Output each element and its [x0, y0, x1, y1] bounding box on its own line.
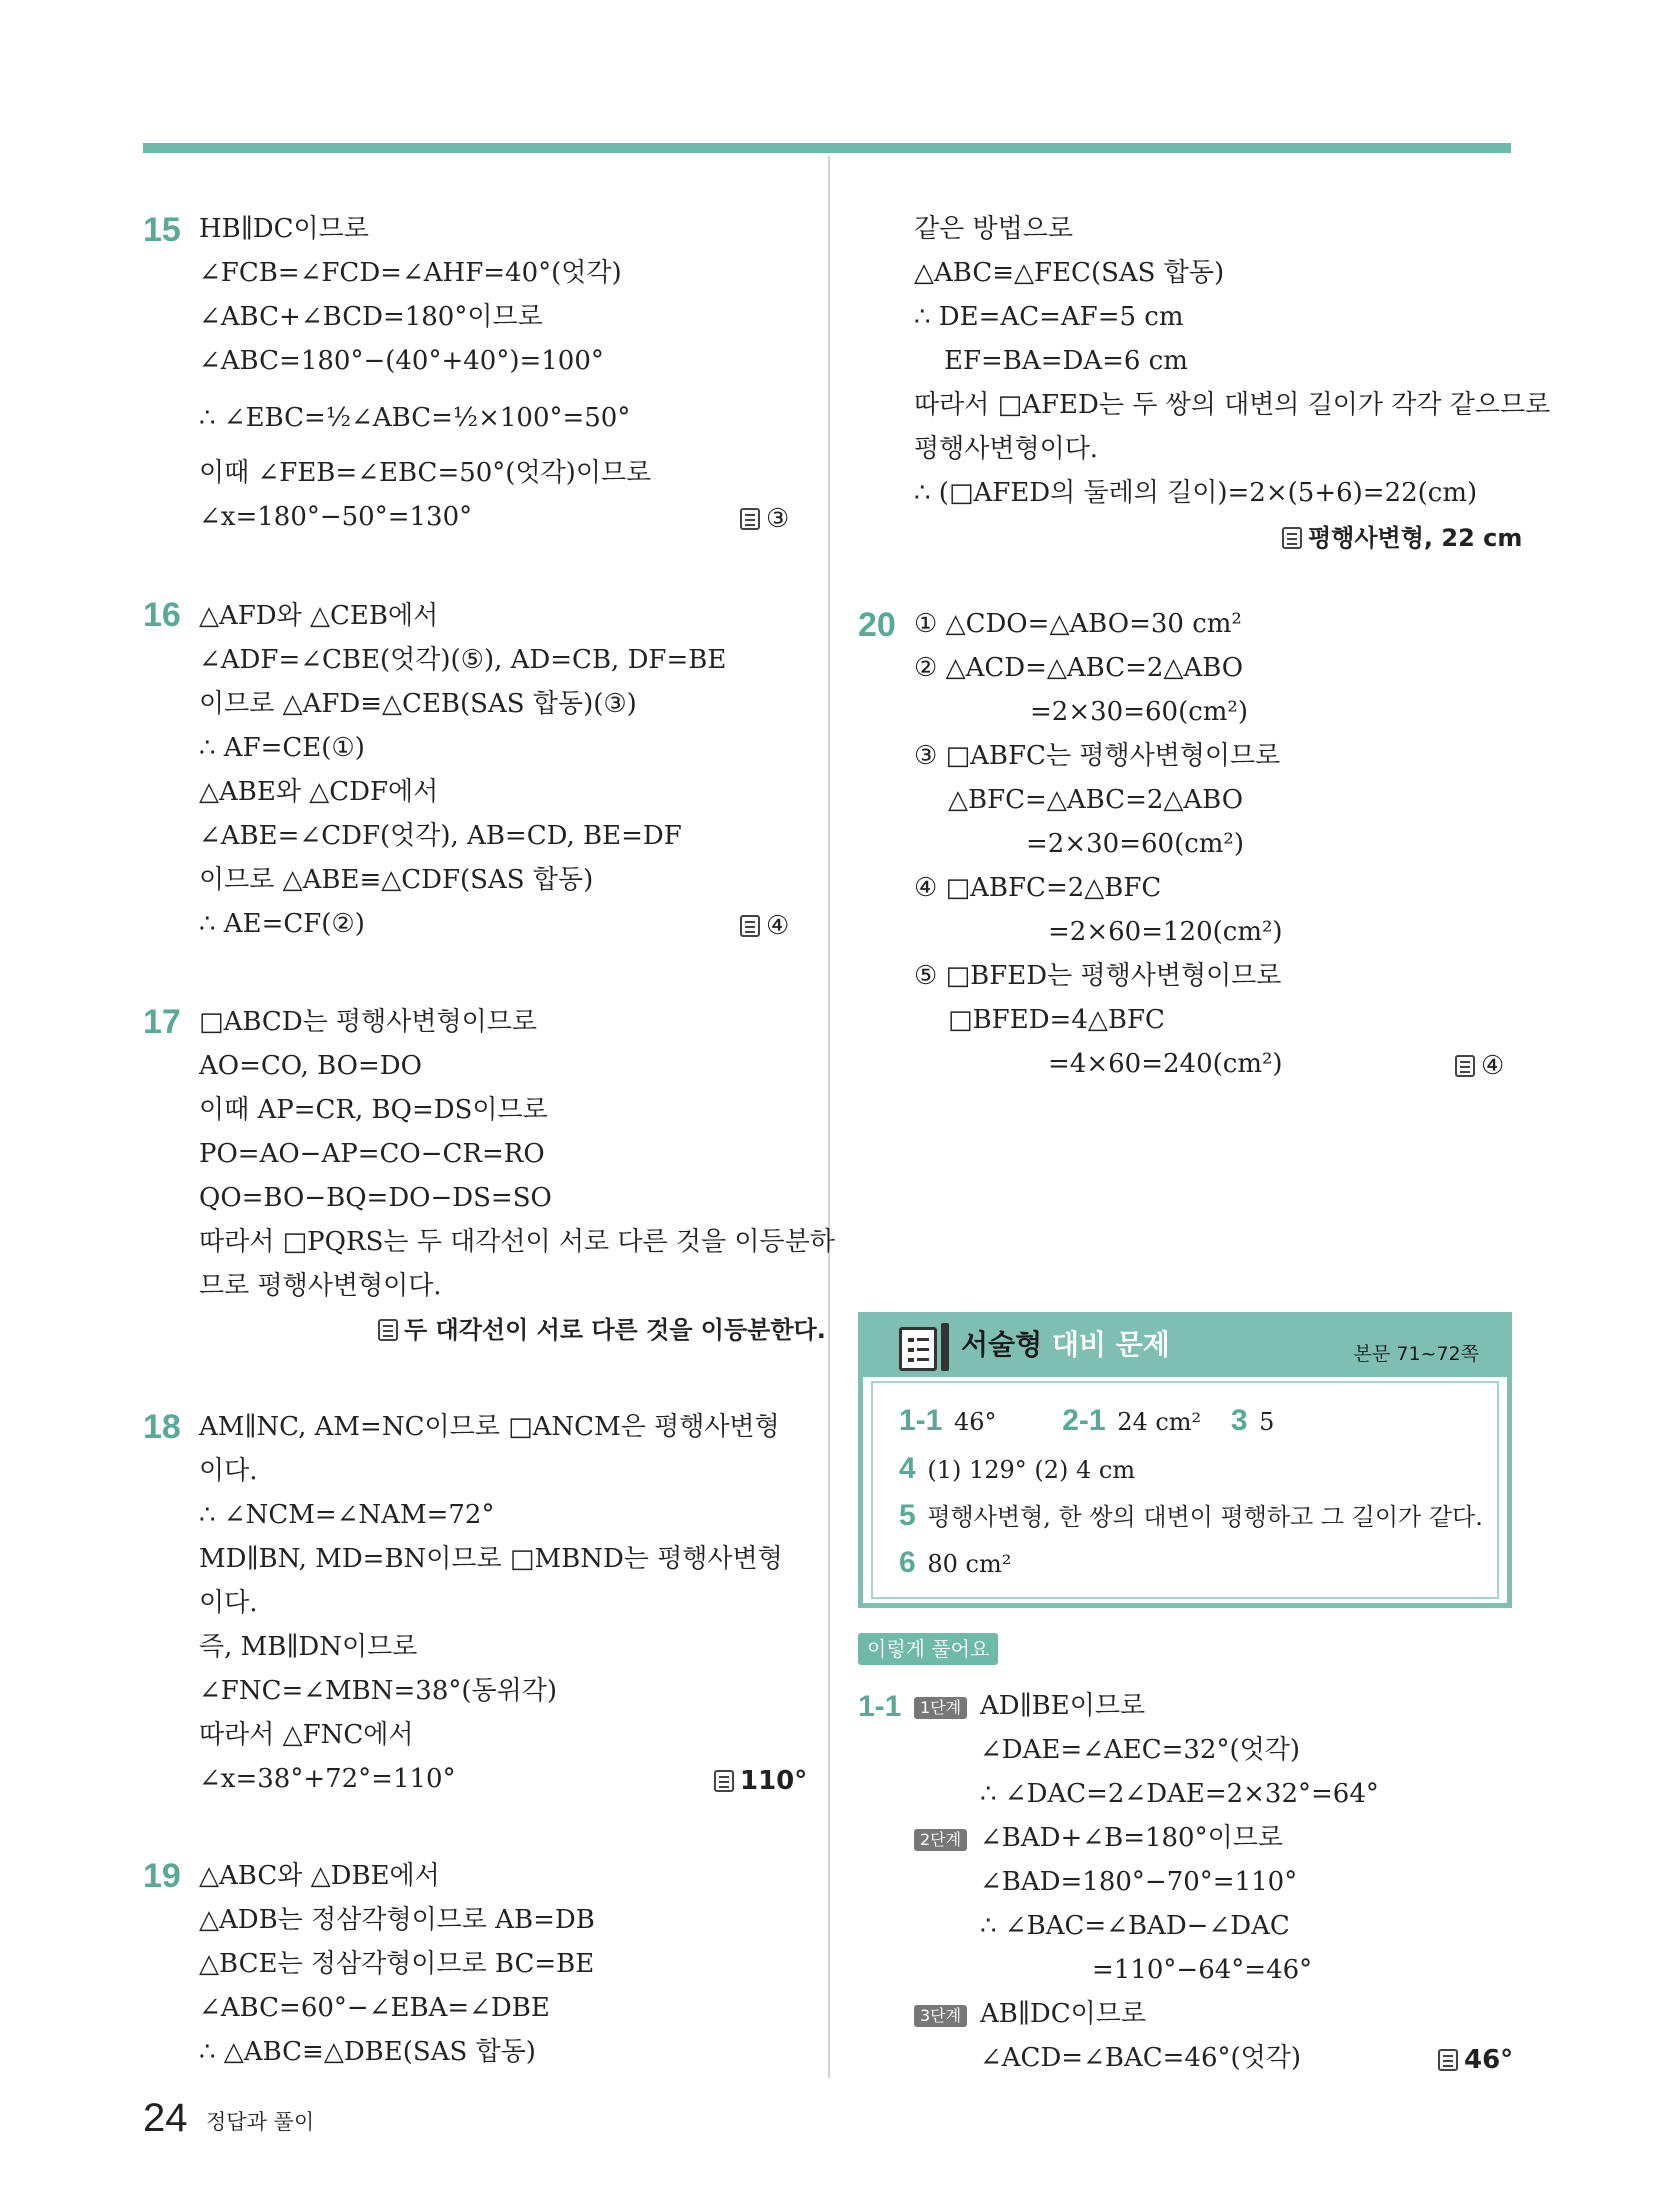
problem-20-line: □BFED=4△BFC: [948, 1005, 1165, 1035]
writing-answer-row-2: [899, 1453, 1135, 1486]
solution-line: ∠ACD=∠BAC=46°(엇각): [980, 2043, 1302, 2073]
problem-17-line: 므로 평행사변형이다.: [199, 1271, 442, 1301]
problem-18-line: ∴ ∠NCM=∠NAM=72°: [199, 1500, 495, 1530]
problem-15-answer: [740, 503, 789, 535]
writing-prep-title: [961, 1325, 1170, 1365]
solution-line: ∴ ∠BAC=∠BAD−∠DAC: [980, 1911, 1290, 1941]
problem-18-number: 18: [143, 1408, 181, 1446]
problem-18-line: 이다.: [199, 1588, 258, 1618]
solution-line: ∠BAD=180°−70°=110°: [980, 1867, 1298, 1897]
step-badge: 2단계: [914, 1829, 967, 1851]
problem-18-line: ∠x=38°+72°=110°: [199, 1764, 456, 1794]
problem-15-line: HB∥DC이므로: [199, 214, 369, 244]
problem-20-line: ⑤ □BFED는 평행사변형이므로: [914, 961, 1282, 991]
problem-16-line: △ABE와 △CDF에서: [199, 777, 439, 807]
solution-number: 1-1: [858, 1690, 902, 1723]
problem-20-line: ② △ACD=△ABC=2△ABO: [914, 653, 1244, 683]
writing-answer-number: 2-1: [1062, 1404, 1106, 1437]
answer-icon: [378, 1319, 398, 1341]
problem-20-line: =2×30=60(cm²): [1026, 829, 1244, 859]
writing-answer-number: 4: [899, 1452, 916, 1485]
answer-icon: [1455, 1055, 1475, 1077]
answer-icon: [1438, 2049, 1458, 2071]
writing-answer-value: 80 cm²: [927, 1550, 1012, 1578]
problem-16-line: 이므로 △ABE≡△CDF(SAS 합동): [199, 865, 594, 895]
problem-15-line: ∠x=180°−50°=130°: [199, 502, 473, 532]
answer-icon: [740, 508, 760, 530]
problem-20-number: 20: [858, 606, 896, 644]
problem-19-cont-line: 같은 방법으로: [914, 214, 1073, 244]
writing-prep-pages: 본문 71~72쪽: [1353, 1343, 1479, 1365]
problem-18-answer: [714, 1765, 807, 1797]
problem-17-line: QO=BO−BQ=DO−DS=SO: [199, 1183, 552, 1213]
problem-15-line: ∠ABC=180°−(40°+40°)=100°: [199, 346, 604, 376]
problem-16-line: ∠ADF=∠CBE(엇각)(⑤), AD=CB, DF=BE: [199, 645, 727, 675]
problem-18-line: 즉, MB∥DN이므로: [199, 1632, 418, 1662]
solution-line: AB∥DC이므로: [980, 1999, 1146, 2029]
page-number: 24: [143, 2096, 188, 2140]
writing-answer-number: 1-1: [899, 1404, 943, 1437]
notebook-icon: [899, 1327, 937, 1371]
answer-icon: [1282, 527, 1302, 549]
solution-step-3: [914, 2000, 967, 2032]
writing-answer-value: 5: [1259, 1408, 1275, 1436]
problem-20-line: △BFC=△ABC=2△ABO: [948, 785, 1244, 815]
problem-17-line: □ABCD는 평행사변형이므로: [199, 1007, 537, 1037]
problem-16-line: ∠ABE=∠CDF(엇각), AB=CD, BE=DF: [199, 821, 682, 851]
writing-answer-row-1: [899, 1405, 1274, 1438]
footer-title: 정답과 풀이: [206, 2110, 315, 2134]
problem-19-line: △BCE는 정삼각형이므로 BC=BE: [199, 1949, 595, 1979]
writing-answer-number: 5: [899, 1499, 916, 1532]
answer-value: ④: [766, 911, 790, 941]
problem-17-line: 따라서 □PQRS는 두 대각선이 서로 다른 것을 이등분하: [199, 1227, 835, 1257]
problem-15-line: ∴ ∠EBC=½∠ABC=½×100°=50°: [199, 403, 631, 433]
solution-line: ∠BAD+∠B=180°이므로: [980, 1823, 1283, 1853]
problem-17-line: 이때 AP=CR, BQ=DS이므로: [199, 1095, 548, 1125]
problem-16-number: 16: [143, 596, 181, 634]
problem-19-line: ∠ABC=60°−∠EBA=∠DBE: [199, 1993, 550, 2023]
problem-20-line: ③ □ABFC는 평행사변형이므로: [914, 741, 1281, 771]
problem-19-cont-line: △ABC≡△FEC(SAS 합동): [914, 258, 1225, 288]
column-divider: [828, 156, 830, 2078]
problem-18-line: 따라서 △FNC에서: [199, 1720, 414, 1750]
problem-19-line: △ABC와 △DBE에서: [199, 1861, 440, 1891]
problem-16-line: ∴ AE=CF(②): [199, 909, 365, 939]
problem-20-line: =2×60=120(cm²): [1048, 917, 1283, 947]
solution-answer: [1438, 2044, 1513, 2076]
writing-prep-title-accent: 대비 문제: [1051, 1328, 1170, 1361]
problem-18-line: MD∥BN, MD=BN이므로 □MBND는 평행사변형: [199, 1544, 783, 1574]
writing-answer-value: 평행사변형, 한 쌍의 대변이 평행하고 그 길이가 같다.: [927, 1503, 1483, 1531]
problem-15-line: ∠ABC+∠BCD=180°이므로: [199, 302, 543, 332]
problem-20-line: ④ □ABFC=2△BFC: [914, 873, 1162, 903]
writing-answer-value: 24 cm²: [1117, 1408, 1202, 1436]
problem-17-line: PO=AO−AP=CO−CR=RO: [199, 1139, 545, 1169]
answer-icon: [740, 915, 760, 937]
writing-answer-row-3: [899, 1500, 1483, 1533]
problem-20-line: ① △CDO=△ABO=30 cm²: [914, 609, 1242, 639]
answer-value: 평행사변형, 22 cm: [1308, 524, 1523, 552]
problem-19-line: △ADB는 정삼각형이므로 AB=DB: [199, 1905, 595, 1935]
problem-19-number: 19: [143, 1857, 181, 1895]
problem-17-number: 17: [143, 1003, 181, 1041]
answer-value: 두 대각선이 서로 다른 것을 이등분한다.: [404, 1316, 826, 1344]
problem-15-line: 이때 ∠FEB=∠EBC=50°(엇각)이므로: [199, 458, 652, 488]
writing-answer-value: 46°: [954, 1408, 997, 1436]
answer-value: 110°: [740, 1766, 808, 1796]
problem-20-answer: [1455, 1050, 1504, 1082]
answer-value: ③: [766, 504, 790, 534]
problem-17-line: AO=CO, BO=DO: [199, 1051, 422, 1081]
problem-19-answer: [1282, 522, 1522, 554]
writing-answer-number: 6: [899, 1546, 916, 1579]
step-badge: 1단계: [914, 1697, 967, 1719]
step-badge: 3단계: [914, 2005, 967, 2027]
problem-16-line: △AFD와 △CEB에서: [199, 601, 439, 631]
writing-prep-title-main: 서술형: [961, 1328, 1043, 1361]
solution-line: ∴ ∠DAC=2∠DAE=2×32°=64°: [980, 1779, 1379, 1809]
problem-20-line: =2×30=60(cm²): [1030, 697, 1248, 727]
top-accent-bar: [143, 143, 1511, 153]
writing-answer-row-4: [899, 1547, 1011, 1580]
problem-19-cont-line: 따라서 □AFED는 두 쌍의 대변의 길이가 각각 같으므로: [914, 390, 1551, 420]
problem-18-line: ∠FNC=∠MBN=38°(동위각): [199, 1676, 558, 1706]
solution-line: =110°−64°=46°: [1092, 1955, 1313, 1985]
writing-prep-answers: [871, 1381, 1499, 1599]
problem-19-line: ∴ △ABC≡△DBE(SAS 합동): [199, 2037, 536, 2067]
writing-prep-box: [858, 1312, 1512, 1608]
answer-value: 46°: [1464, 2045, 1514, 2075]
problem-16-answer: [740, 910, 789, 942]
writing-prep-header: [863, 1317, 1507, 1377]
problem-19-cont-line: EF=BA=DA=6 cm: [944, 346, 1188, 376]
problem-16-line: ∴ AF=CE(①): [199, 733, 365, 763]
solution-label: 이렇게 풀어요: [858, 1633, 998, 1665]
writing-answer-number: 3: [1230, 1404, 1248, 1437]
solution-line: AD∥BE이므로: [980, 1691, 1146, 1721]
solution-line: ∠DAE=∠AEC=32°(엇각): [980, 1735, 1300, 1765]
problem-19-cont-line: ∴ (□AFED의 둘레의 길이)=2×(5+6)=22(cm): [914, 478, 1478, 508]
problem-15-line: ∠FCB=∠FCD=∠AHF=40°(엇각): [199, 258, 622, 288]
problem-19-cont-line: 평행사변형이다.: [914, 434, 1099, 464]
writing-answer-value: (1) 129° (2) 4 cm: [927, 1456, 1136, 1484]
solution-step-2: [914, 1824, 967, 1856]
problem-20-line: =4×60=240(cm²): [1048, 1049, 1283, 1079]
problem-19-cont-line: ∴ DE=AC=AF=5 cm: [914, 302, 1184, 332]
problem-18-line: 이다.: [199, 1456, 258, 1486]
problem-17-answer: [378, 1314, 826, 1346]
problem-18-line: AM∥NC, AM=NC이므로 □ANCM은 평행사변형: [199, 1412, 780, 1442]
problem-16-line: 이므로 △AFD≡△CEB(SAS 합동)(③): [199, 689, 637, 719]
problem-15-number: 15: [143, 211, 181, 249]
pencil-icon: [941, 1323, 949, 1371]
solution-step-1: [914, 1692, 967, 1724]
answer-value: ④: [1481, 1051, 1505, 1081]
answer-icon: [714, 1770, 734, 1792]
